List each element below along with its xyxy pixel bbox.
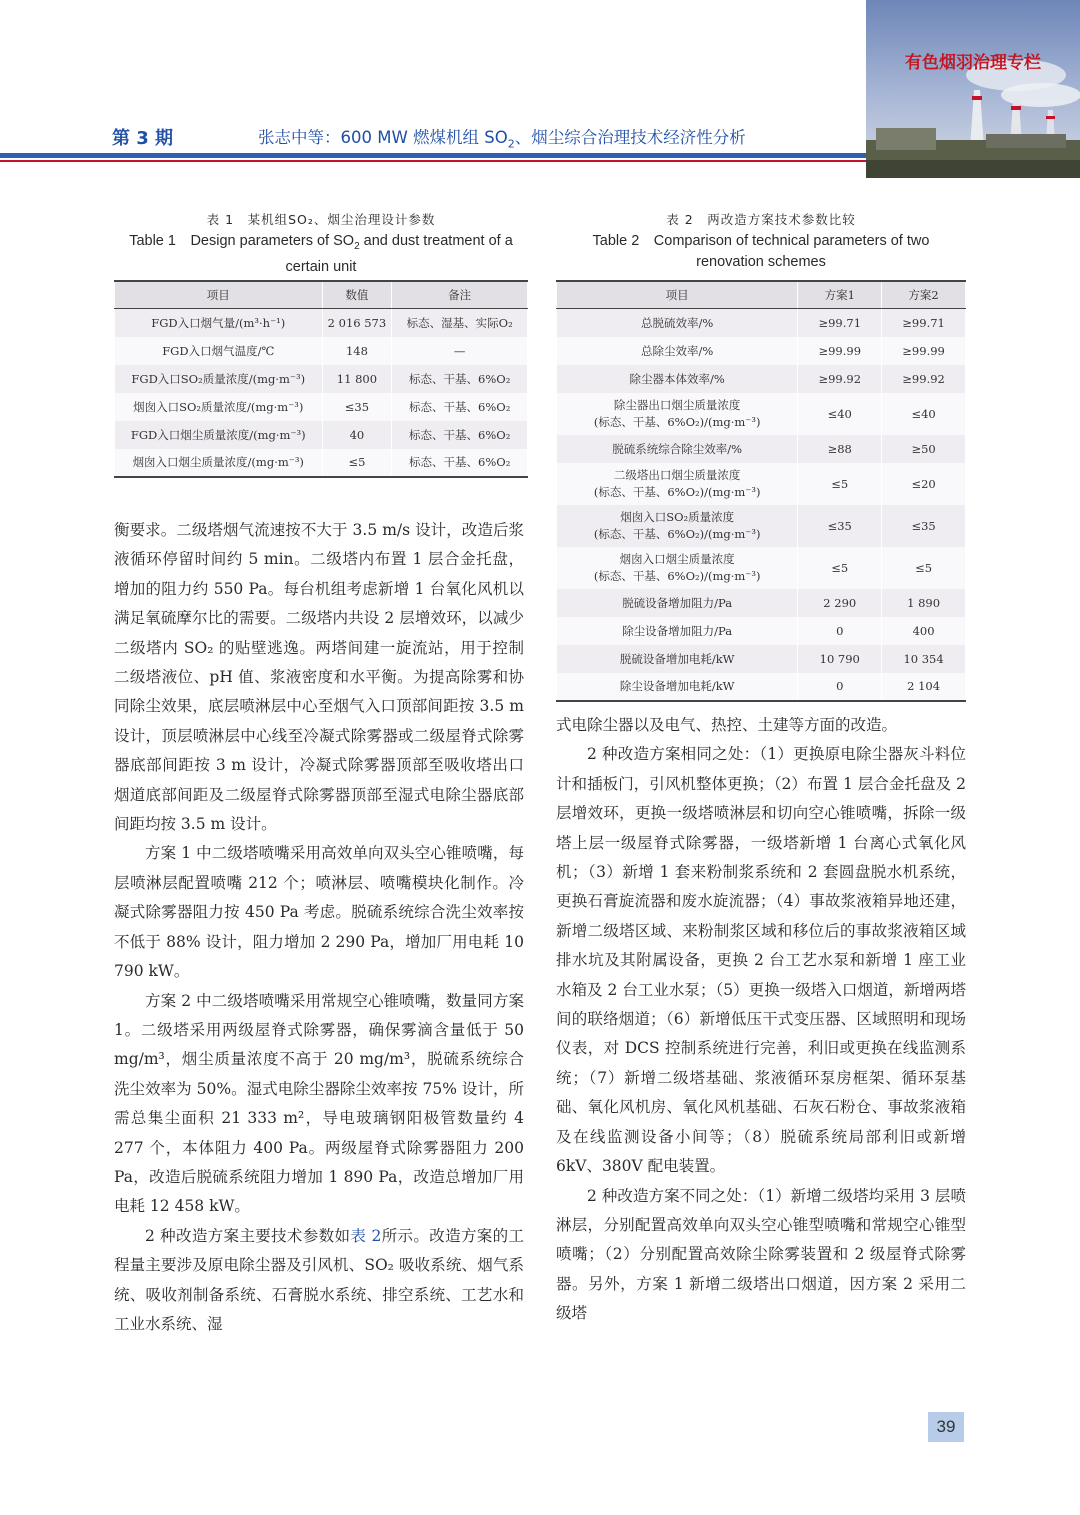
table-cell: 烟囱入口烟尘质量浓度 (标态、干基、6%O₂)/(mg·m⁻³) [557,547,798,589]
table-cell: 1 890 [882,589,966,617]
page-number: 39 [928,1412,964,1442]
table-cell: 烟囱入口烟尘质量浓度/(mg·m⁻³) [115,449,323,477]
table-cell: ≥99.71 [798,309,882,337]
table-cell: 烟囱入口SO₂质量浓度/(mg·m⁻³) [115,393,323,421]
table-cell: ≤35 [798,505,882,547]
table-cell: FGD入口SO₂质量浓度/(mg·m⁻³) [115,365,323,393]
table-cell: ≥99.92 [798,365,882,393]
table-row [557,505,966,547]
table-cell: 二级塔出口烟尘质量浓度 (标态、干基、6%O₂)/(mg·m⁻³) [557,463,798,505]
table2-caption [556,210,966,273]
table-cell: FGD入口烟气量/(m³·h⁻¹) [115,309,323,337]
table2-reference-link[interactable]: 表 2 [350,1226,382,1245]
table-cell: ≤35 [882,505,966,547]
issue-label: 第 3 期 [112,128,174,149]
table-cell: ≥99.71 [882,309,966,337]
left-paragraph-3: 方案 2 中二级塔喷嘴采用常规空心锥喷嘴，数量同方案 1。二级塔采用两级屋脊式除雾器，确保雾滴含量低于 50 mg/m³，烟尘质量浓度不高于 20 mg/m³，脱硫系统综合洗尘效率为 50%。湿式电除尘器除尘效率按 75% 设计，所需总集尘面积 21 333 m²，导电玻璃钢阳极管数量约 4 277 个，本体阻力 400 Pa。两级屋脊式除雾器阻力 200 Pa，改造后脱硫系统阻力增加 1 890 Pa，改造总增加厂用电耗 12 458 kW。 [114,991,524,1216]
table-row [115,337,528,365]
table-cell: ≤5 [322,449,392,477]
table-row [115,309,528,337]
table-cell: 2 290 [798,589,882,617]
table2-header-cell: 方案2 [882,281,966,309]
table-row [115,449,528,477]
right-paragraph-1: 式电除尘器以及电气、热控、土建等方面的改造。 [556,716,898,734]
table-cell: 标态、湿基、实际O₂ [392,309,528,337]
table-cell: ≤5 [798,547,882,589]
left-paragraph-4: 2 种改造方案主要技术参数如表 2所示。改造方案的工程量主要涉及原电除尘器及引风机、SO₂ 吸收系统、烟气系统、吸收剂制备系统、石膏脱水系统、排空系统、工艺水和工业水系统、湿 [114,1226,524,1333]
table1-caption-en: Table 1 Design parameters of $SO_2$ and dust treatment of a certain unit [129,233,513,275]
table-row [557,337,966,365]
table-row [557,435,966,463]
table-row [557,645,966,673]
table-row [115,365,528,393]
column-tag: 有色烟羽治理专栏 [905,53,1041,73]
header-rule-blue [0,153,868,158]
table1-caption-zh: 表 1 某机组SO₂、烟尘治理设计参数 [206,212,436,227]
right-column [556,711,966,1329]
table-cell: 10 790 [798,645,882,673]
table2-header-cell: 方案1 [798,281,882,309]
table-cell: 脱硫系统综合除尘效率/% [557,435,798,463]
table-cell: 除尘设备增加电耗/kW [557,673,798,701]
table-cell: ≤35 [322,393,392,421]
table-cell: 总脱硫效率/% [557,309,798,337]
table-cell: ≤5 [798,463,882,505]
right-paragraph-3: 2 种改造方案不同之处：（1）新增二级塔均采用 3 层喷淋层，分别配置高效单向双头空心锥型喷嘴和常规空心锥型喷嘴；（2）分别配置高效除尘除雾装置和 2 级屋脊式除雾器。另外，方案 1 新增二级塔出口烟道，因方案 2 采用二级塔 [556,1186,966,1323]
table-row [557,589,966,617]
left-paragraph-1: 衡要求。二级塔烟气流速按不大于 3.5 m/s 设计，改造后浆液循环停留时间约 5 min。二级塔内布置 1 层合金托盘，增加的阻力约 550 Pa。每台机组考虑新增 1 台氧化风机以满足氧硫摩尔比的需要。二级塔内共设 2 层增效环，以减少二级塔内 SO₂ 的贴壁逃逸。两塔间建一旋流站，用于控制二级塔液位、pH 值、浆液密度和水平衡。为提高除雾和协同除尘效果，底层喷淋层中心至烟气入口顶部间距按 3.5 m 设计，顶层喷淋层中心线至冷凝式除雾器或二级屋脊式除雾器底部间距按 3 m 设计，冷凝式除雾器顶部至吸收塔出口烟道底部间距及二级屋脊式除雾器顶部至湿式电除尘器底部间距均按 3.5 m 设计。 [114,521,524,834]
power-plant-photo [866,0,1080,178]
table-cell: FGD入口烟尘质量浓度/(mg·m⁻³) [115,421,323,449]
table2 [556,280,966,702]
table1-header-cell: 数值 [322,281,392,309]
table-row [557,463,966,505]
table-cell: 11 800 [322,365,392,393]
table1 [114,280,528,478]
table-cell: 除尘设备增加阻力/Pa [557,617,798,645]
table-cell: 总除尘效率/% [557,337,798,365]
table-cell: 2 016 573 [322,309,392,337]
table-row [557,393,966,435]
table-cell: 148 [322,337,392,365]
table-cell: 400 [882,617,966,645]
table1-header-cell: 备注 [392,281,528,309]
header-rule-red [0,160,868,162]
table-cell: 标态、干基、6%O₂ [392,393,528,421]
table-cell: ≥99.99 [798,337,882,365]
table-cell: 脱硫设备增加阻力/Pa [557,589,798,617]
table2-header-row [557,281,966,309]
table-cell: ≥88 [798,435,882,463]
table-cell: ≤40 [882,393,966,435]
table-cell: ≥99.92 [882,365,966,393]
table1-header-cell: 项目 [115,281,323,309]
table1-caption [114,210,528,278]
table-cell: FGD入口烟气温度/℃ [115,337,323,365]
table1-header-row [115,281,528,309]
table-cell: 0 [798,617,882,645]
table-cell: ≥99.99 [882,337,966,365]
table-cell: — [392,337,528,365]
left-paragraph-2: 方案 1 中二级塔喷嘴采用高效单向双头空心锥喷嘴，每层喷淋层配置喷嘴 212 个；喷淋层、喷嘴模块化制作。冷凝式除雾器阻力按 450 Pa 考虑。脱硫系统综合洗尘效率按不低于 88% 设计，阻力增加 2 290 Pa，增加厂用电耗 10 790 kW。 [114,844,524,981]
table-row [557,365,966,393]
table-cell: 标态、干基、6%O₂ [392,365,528,393]
table-cell: 2 104 [882,673,966,701]
table-row [557,673,966,701]
table2-caption-en: Table 2 Comparison of technical parameters of two renovation schemes [592,233,930,270]
table-cell: 除尘器出口烟尘质量浓度 (标态、干基、6%O₂)/(mg·m⁻³) [557,393,798,435]
table-cell: 40 [322,421,392,449]
table-row [557,547,966,589]
running-title: 张志中等：600 MW 燃煤机组 $SO_2$、烟尘综合治理技术经济性分析 [258,128,746,151]
table2-header-cell: 项目 [557,281,798,309]
table-cell: ≥50 [882,435,966,463]
right-paragraph-2: 2 种改造方案相同之处：（1）更换原电除尘器灰斗料位计和插板门，引风机整体更换；（2）布置 1 层合金托盘及 2 层增效环，更换一级塔喷淋层和切向空心锥喷嘴，拆除一级塔上层一级屋脊式除雾器，一级塔新增 1 台离心式氧化风机；（3）新增 1 套来粉制浆系统和 2 套圆盘脱水机系统，更换石膏旋流器和废水旋流器；（4）事故浆液箱异地还建，新增二级塔区域、来粉制浆区域和移位后的事故浆液箱区域排水坑及其附属设备，更换 2 台工艺水泵和新增 1 座工业水箱及 2 台工业水泵；（5）更换一级塔入口烟道，新增两塔间的联络烟道；（6）新增低压干式变压器、区域照明和现场仪表，对 DCS 控制系统进行完善，利旧或更换在线监测系统；（7）新增二级塔基础、浆液循环泵房框架、循环泵基础、氧化风机房、氧化风机基础、石灰石粉仓、事故浆液箱及在线监测设备小间等；（8）脱硫系统局部利旧或新增 6kV、380V 配电装置。 [556,745,966,1176]
table-row [115,421,528,449]
table-cell: 脱硫设备增加电耗/kW [557,645,798,673]
table-row [557,309,966,337]
table-row [115,393,528,421]
table-cell: 10 354 [882,645,966,673]
table-cell: ≤5 [882,547,966,589]
table-row [557,617,966,645]
table-cell: 烟囱入口SO₂质量浓度 (标态、干基、6%O₂)/(mg·m⁻³) [557,505,798,547]
table-cell: 0 [798,673,882,701]
table2-caption-zh: 表 2 两改造方案技术参数比较 [666,212,856,227]
left-column [114,516,524,1339]
table-cell: 除尘器本体效率/% [557,365,798,393]
table-cell: ≤20 [882,463,966,505]
table-cell: 标态、干基、6%O₂ [392,449,528,477]
table-cell: 标态、干基、6%O₂ [392,421,528,449]
table-cell: ≤40 [798,393,882,435]
